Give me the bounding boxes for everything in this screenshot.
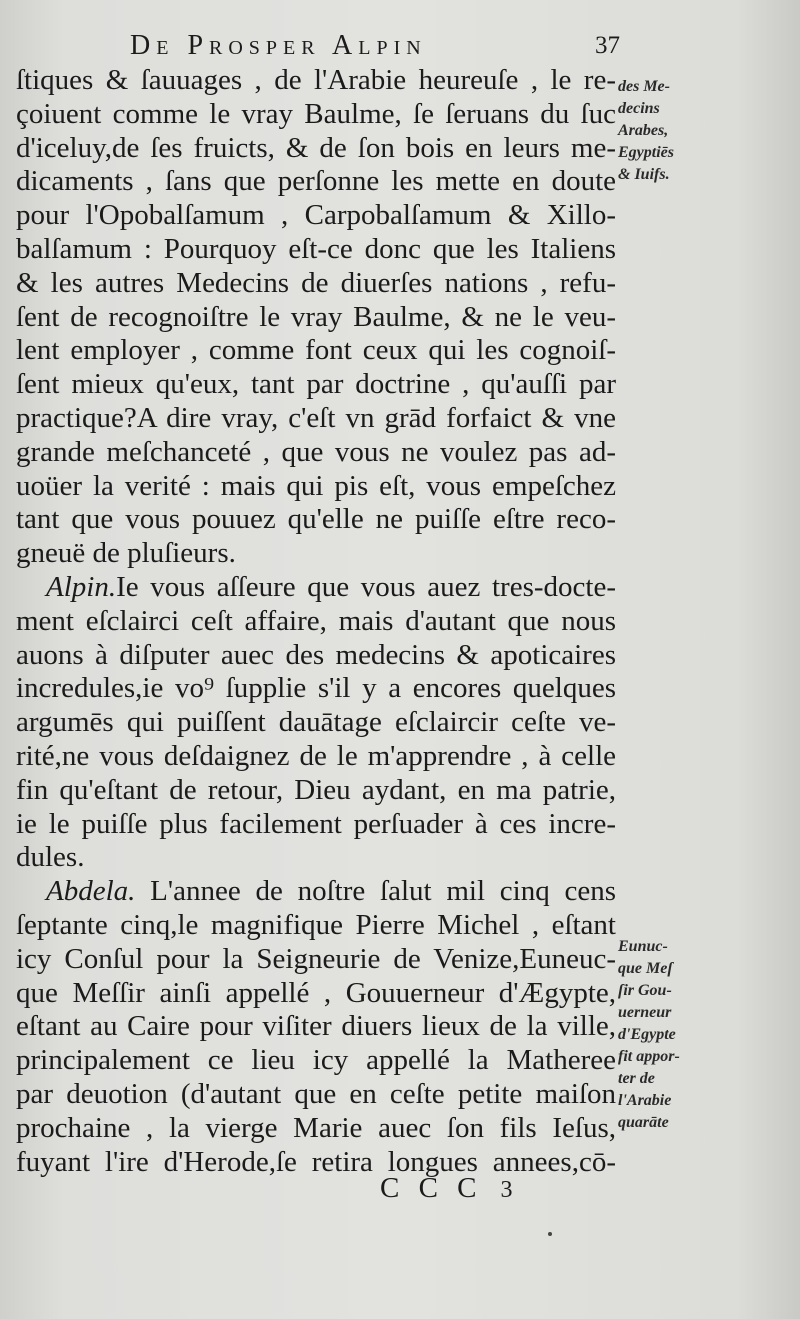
text-line [16,909,616,943]
margin-note-eunuch-governor [618,936,706,1134]
line-text: principalement ce lieu icy appellé la Matheree [16,1044,616,1077]
line-text: tant que vous pouuez qu'elle ne puiſſe eſtre reco- [16,503,616,536]
speaker-name: Alpin. [46,570,117,603]
margin-note-physicians [618,76,706,186]
margin-note-line: uerneur [618,1004,672,1021]
text-line [16,1010,616,1044]
line-text: dicaments , ſans que perſonne les mette en doute [16,165,616,198]
margin-note-line: ter de [618,1070,655,1087]
text-line [16,165,616,199]
margin-note-line: d'Egypte [618,1026,676,1043]
page-number: 37 [595,32,620,59]
margin-note-line: des Me- [618,78,670,95]
text-line [16,740,616,774]
text-line [16,98,616,132]
text-line [16,301,616,335]
line-text: dules. [16,841,85,874]
text-line [16,199,616,233]
line-text: practique?A dire vray, c'eſt vn grād forfaict & vne [16,401,616,434]
text-line [16,672,616,706]
margin-note-line: Eunuc- [618,938,668,955]
line-text: d'iceluy,de ſes fruicts, & de ſon bois en leurs me- [16,131,616,164]
text-line [16,774,616,808]
text-line [16,503,616,537]
text-line [16,1044,616,1078]
text-line [16,841,616,875]
margin-note-line: Egyptiēs [618,144,674,161]
line-text: fuyant l'ire d'Herode,ſe retira longues annees,cō- [16,1145,616,1178]
line-text: & les autres Medecins de diuerſes nations , refu- [16,266,616,299]
margin-note-line: l'Arabie [618,1092,672,1109]
line-text: incredules,ie vo⁹ ſupplie s'il y a encores quelques [16,672,616,705]
line-text: ſent mieux qu'eux, tant par doctrine , qu'auſſi par [16,368,616,401]
line-text: argumēs qui puiſſent dauātage eſclaircir ceſte ve- [16,706,616,739]
line-text: lent employer , comme font ceux qui les cognoiſ- [16,334,616,367]
line-text: rité,ne vous deſdaignez de le m'apprendre , à celle [16,739,616,772]
text-line [16,1146,616,1180]
line-text: ſeptante cinq,le magnifique Pierre Michel , eſtant [16,908,616,941]
running-head-title: De Prosper Alpin [130,30,427,61]
line-text: prochaine , la vierge Marie auec ſon fils Ieſus, [16,1111,616,1144]
text-line [16,943,616,977]
text-line [16,605,616,639]
text-line [16,875,616,909]
signature-number: 3 [500,1177,513,1203]
margin-note-line: & Iuifs. [618,166,670,183]
line-text: ment eſclairci ceſt affaire, mais d'autant que nous [16,604,616,637]
line-text: gneuë de pluſieurs. [16,537,236,570]
line-text: ſtiques & ſauuages , de l'Arabie heureuſe , le re- [16,64,616,96]
line-text: fin qu'eſtant de retour, Dieu aydant, en ma patrie, [16,773,616,806]
text-line [16,639,616,673]
text-line [16,64,616,98]
text-line [16,808,616,842]
line-text: par deuotion (d'autant que en ceſte petite maiſon [16,1077,616,1110]
line-text: ſent de recognoiſtre le vray Baulme, & ne le veu- [16,300,616,333]
text-line [16,334,616,368]
signature-letters: C C C [380,1172,483,1204]
text-line [16,267,616,301]
margin-note-line: ſir Gou- [618,982,672,999]
text-line [16,368,616,402]
running-head [130,30,620,66]
line-text: balſamum : Pourquoy eſt-ce donc que les Italiens [16,232,616,265]
line-text: eſtant au Caire pour viſiter diuers lieux de la ville, [16,1010,616,1043]
text-line [16,132,616,166]
line-text: çoiuent comme le vray Baulme, ſe ſeruans du ſuc [16,97,616,130]
margin-note-line: decins [618,100,660,117]
line-text: auons à diſputer auec des medecins & apoticaires [16,638,616,671]
signature-mark [380,1172,513,1205]
line-text: ie le puiſſe plus facilement perſuader à ces incre- [16,807,616,840]
line-text: que Meſſir ainſi appellé , Gouuerneur d'Ægypte, [16,976,616,1009]
ink-speck [548,1232,552,1236]
text-line [16,1078,616,1112]
text-line [16,1112,616,1146]
text-line [16,233,616,267]
line-text: pour l'Opobalſamum , Carpobalſamum & Xillo- [16,199,616,232]
margin-note-line: Arabes, [618,122,669,139]
line-text: uoüer la verité : mais qui pis eſt, vous empeſchez [16,469,616,502]
text-line [16,706,616,740]
margin-note-line: que Meſ [618,960,673,977]
speaker-name: Abdela. [46,875,136,908]
text-line [16,470,616,504]
line-text: icy Conſul pour la Seigneurie de Venize,Euneuc- [16,942,616,975]
text-line [16,402,616,436]
margin-note-line: quarāte [618,1114,669,1131]
line-text: grande meſchanceté , que vous ne voulez pas ad- [16,435,616,468]
text-line [16,537,616,571]
line-text: L'annee de noſtre ſalut mil cinq cens [135,875,616,908]
text-line [16,977,616,1011]
text-line [16,436,616,470]
body-text [16,64,616,1179]
margin-note-line: fit appor- [618,1048,680,1065]
text-line [16,571,616,605]
line-text: Ie vous aſſeure que vous auez tres-docte- [116,570,616,603]
